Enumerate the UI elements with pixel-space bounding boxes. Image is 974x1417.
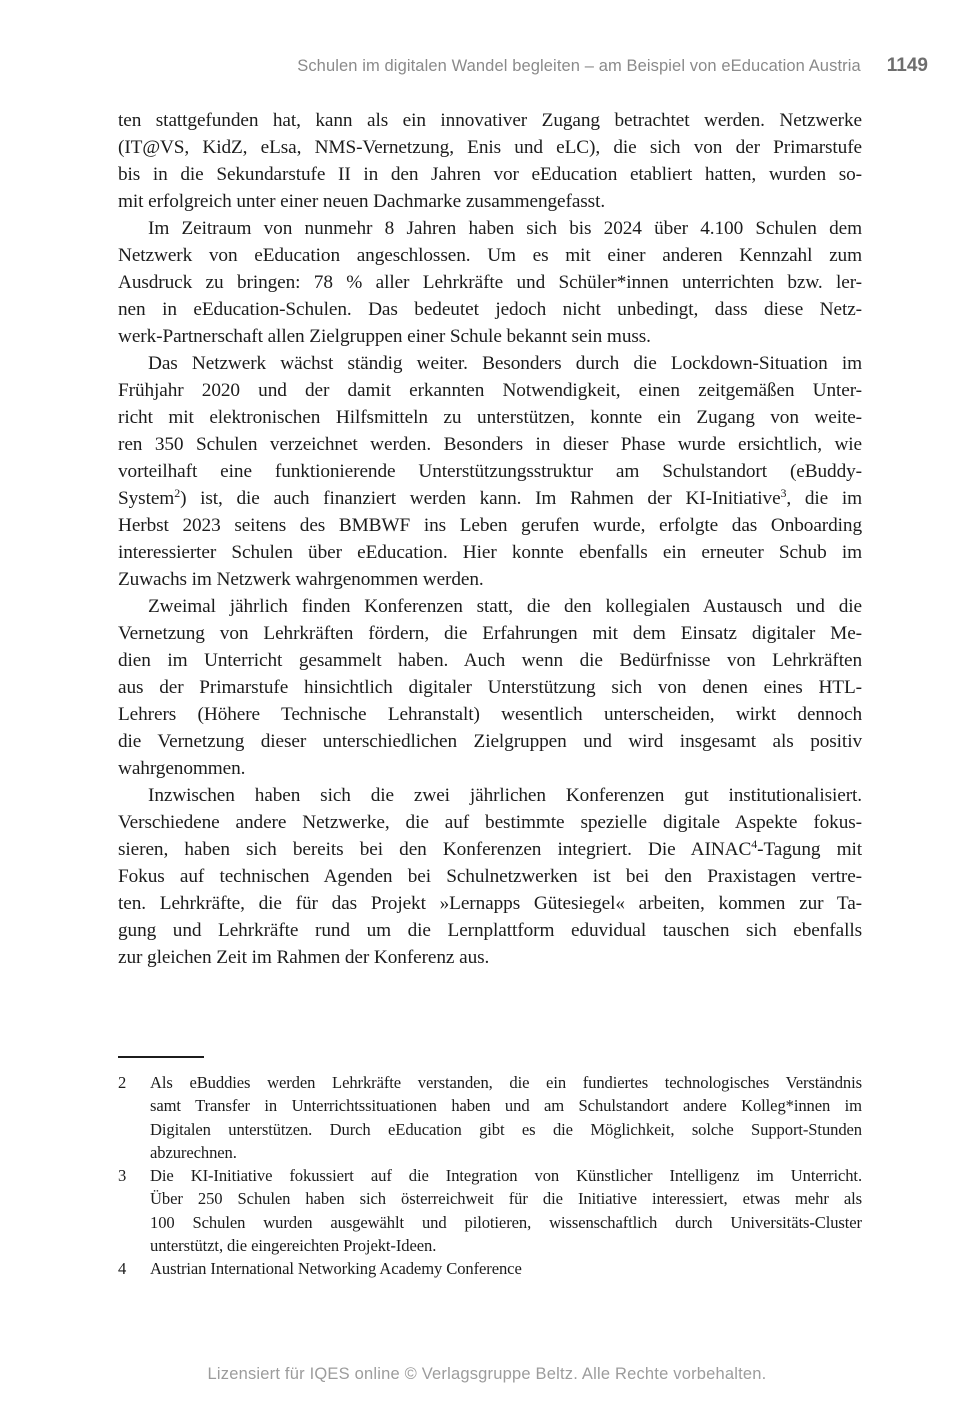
footnote-reference: 2 <box>174 486 181 501</box>
text-segment: , die im <box>786 488 862 509</box>
text-segment: -Tagung mit <box>757 839 862 860</box>
text-segment: richt mit elektronischen Hilfsmitteln zu unterstützen, konnte ein Zugang von weite- <box>118 407 862 428</box>
text-segment: dien im Unterricht gesammelt haben. Auch wenn die Bedürfnisse von Lehrkräften <box>118 650 862 671</box>
text-line <box>118 701 862 728</box>
text-line <box>118 890 862 917</box>
text-line <box>118 728 862 755</box>
text-line <box>118 242 862 269</box>
footnote <box>118 1164 862 1257</box>
paragraph <box>118 107 862 215</box>
text-line <box>118 647 862 674</box>
footnote-line: 100 Schulen wurden ausgewählt und pilotieren, wissenschaftlich durch Universitäts-Cluster <box>150 1212 862 1232</box>
license-text: Lizensiert für IQES online © Verlagsgruppe Beltz. Alle Rechte vorbehalten. <box>207 1365 767 1383</box>
text-segment: Netzwerk von eEducation angeschlossen. Um es mit einer anderen Kennzahl zum <box>118 245 862 266</box>
text-line <box>118 323 862 350</box>
text-segment: Inzwischen haben sich die zwei jährlichen Konferenzen gut institutionalisiert. <box>148 785 862 806</box>
text-line <box>118 539 862 566</box>
text-line <box>118 620 862 647</box>
body-paragraphs <box>118 107 862 971</box>
text-segment: ) ist, die auch finanziert werden kann. Im Rahmen der KI-Initiative <box>180 488 781 509</box>
footnote-line: abzurechnen. <box>150 1142 237 1162</box>
text-line <box>118 512 862 539</box>
text-segment: aus der Primarstufe hinsichtlich digitaler Unterstützung sich von denen eines HTL- <box>118 677 862 698</box>
text-line <box>118 215 862 242</box>
footnote-line: Als eBuddies werden Lehrkräfte verstanden, die ein fundiertes technologisches Verständnis <box>150 1073 862 1092</box>
text-segment: mit erfolgreich unter einer neuen Dachmarke zusammengefasst. <box>118 191 606 212</box>
footnote-number: 4 <box>118 1259 127 1279</box>
text-segment: ten. Lehrkräfte, die für das Projekt »Lernapps Gütesiegel« arbeiten, kommen zur Ta- <box>118 893 862 914</box>
paragraph <box>118 782 862 971</box>
paragraph <box>118 215 862 350</box>
text-segment: wahrgenommen. <box>118 758 246 779</box>
paragraph <box>118 593 862 782</box>
paragraph <box>118 350 862 593</box>
text-segment: werk-Partnerschaft allen Zielgruppen einer Schule bekannt sein muss. <box>118 326 651 347</box>
footnote-divider <box>118 1056 204 1058</box>
text-segment: Vernetzung von Lehrkräften fördern, die Erfahrungen mit dem Einsatz digitaler Me- <box>118 623 862 644</box>
text-segment: Lehrers (Höhere Technische Lehranstalt) wesentlich unterscheiden, wirkt dennoch <box>118 704 862 725</box>
text-line <box>118 863 862 890</box>
page-number: 1149 <box>886 55 928 76</box>
text-segment: interessierter Schulen über eEducation. Hier konnte ebenfalls ein erneuter Schub im <box>118 542 862 563</box>
text-segment: Fokus auf technischen Agenden bei Schulnetzwerken ist bei den Praxistagen vertre- <box>118 866 862 887</box>
text-line <box>118 755 862 782</box>
footnote <box>118 1071 862 1164</box>
footnote-number: 3 <box>118 1166 127 1186</box>
text-line <box>118 161 862 188</box>
text-segment: Frühjahr 2020 und der damit erkannten Notwendigkeit, einen zeitgemäßen Unter- <box>118 380 862 401</box>
text-line <box>118 350 862 377</box>
text-line <box>118 269 862 296</box>
text-line <box>118 134 862 161</box>
footnote-line: Digitalen unterstützen. Durch eEducation gibt es die Möglichkeit, solche Support-Stunden <box>150 1119 862 1139</box>
text-line <box>118 566 862 593</box>
footnote-line: Austrian International Networking Academy Conference <box>150 1259 522 1279</box>
text-line <box>118 377 862 404</box>
text-line <box>118 593 862 620</box>
text-line <box>118 404 862 431</box>
footnote-reference: 3 <box>780 486 787 501</box>
text-segment: vorteilhaft eine funktionierende Unterstützungsstruktur am Schulstandort (eBuddy- <box>118 461 862 482</box>
footnote <box>118 1257 862 1280</box>
text-line <box>118 674 862 701</box>
footnote-line: Über 250 Schulen haben sich österreichweit für die Initiative interessiert, etwas mehr als <box>150 1189 862 1209</box>
footnote-line: unterstützt, die eingereichten Projekt-Ideen. <box>150 1236 437 1256</box>
footnote-line: samt Transfer in Unterrichtssituationen haben und am Schulstandort andere Kolleg*innen im <box>150 1096 862 1116</box>
running-header <box>118 55 928 77</box>
text-segment: nen in eEducation-Schulen. Das bedeutet jedoch nicht unbedingt, dass diese Netz- <box>118 299 862 320</box>
text-segment: zur gleichen Zeit im Rahmen der Konferenz aus. <box>118 947 490 968</box>
text-segment: Herbst 2023 seitens des BMBWF ins Leben gerufen wurde, erfolgte das Onboarding <box>118 515 862 536</box>
text-line <box>118 107 862 134</box>
text-segment: Zweimal jährlich finden Konferenzen statt, die den kollegialen Austausch und die <box>148 596 862 617</box>
footnote-number: 2 <box>118 1073 127 1092</box>
text-segment: Im Zeitraum von nunmehr 8 Jahren haben sich bis 2024 über 4.100 Schulen dem <box>148 218 862 239</box>
license-footer <box>0 1365 974 1384</box>
text-line <box>118 944 862 971</box>
text-line <box>118 296 862 323</box>
text-line <box>118 809 862 836</box>
text-segment: System <box>118 488 175 509</box>
text-line <box>118 431 862 458</box>
text-line <box>118 917 862 944</box>
text-line <box>118 782 862 809</box>
text-line <box>118 485 862 512</box>
text-segment: sieren, haben sich bereits bei den Konferenzen integriert. Die AINAC <box>118 839 752 860</box>
footnote-reference: 4 <box>751 837 758 852</box>
text-segment: Das Netzwerk wächst ständig weiter. Besonders durch die Lockdown-Situation im <box>148 353 862 374</box>
text-line <box>118 458 862 485</box>
text-segment: (IT@VS, KidZ, eLsa, NMS-Vernetzung, Enis und eLC), die sich von der Primarstufe <box>118 137 862 158</box>
footnotes-list <box>118 1071 862 1281</box>
text-segment: Verschiedene andere Netzwerke, die auf bestimmte spezielle digitale Aspekte fokus- <box>118 812 862 833</box>
text-segment: ren 350 Schulen verzeichnet werden. Besonders in dieser Phase wurde ersichtlich, wie <box>118 434 862 455</box>
text-segment: die Vernetzung dieser unterschiedlichen Zielgruppen und wird insgesamt als positiv <box>118 731 862 752</box>
text-segment: gung und Lehrkräfte rund um die Lernplattform eduvidual tauschen sich ebenfalls <box>118 920 862 941</box>
text-segment: Ausdruck zu bringen: 78 % aller Lehrkräfte und Schüler*innen unterrichten bzw. ler- <box>118 272 862 293</box>
footnote-line: Die KI-Initiative fokussiert auf die Integration von Künstlicher Intelligenz im Unterricht. <box>150 1166 862 1186</box>
text-segment: Zuwachs im Netzwerk wahrgenommen werden. <box>118 569 484 590</box>
running-title: Schulen im digitalen Wandel begleiten – am Beispiel von eEducation Austria <box>297 57 861 75</box>
text-line <box>118 188 862 215</box>
text-segment: bis in die Sekundarstufe II in den Jahren vor eEducation etabliert hatten, wurden so- <box>118 164 862 185</box>
text-line <box>118 836 862 863</box>
text-segment: ten stattgefunden hat, kann als ein innovativer Zugang betrachtet werden. Netzwerke <box>118 110 862 131</box>
